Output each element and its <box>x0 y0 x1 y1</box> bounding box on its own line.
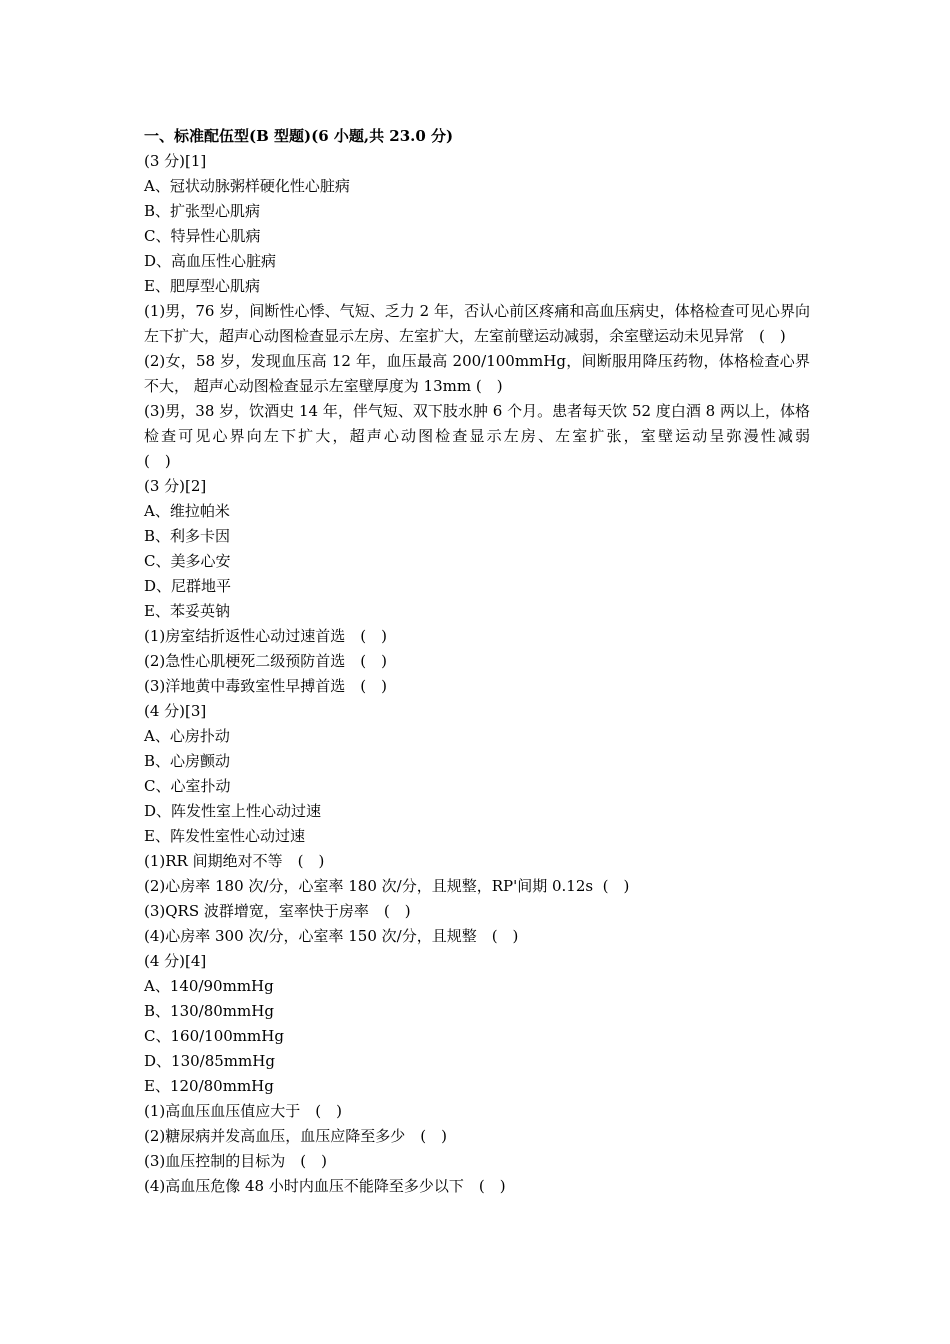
question-4: (4)高血压危像 48 小时内血压不能降至多少以下 ( ) <box>144 1177 506 1195</box>
option-c: C、心室扑动 <box>144 777 231 795</box>
question-1: (1)男，76 岁，间断性心悸、气短、乏力 2 年，否认心前区疼痛和高血压病史，体格检查可见心界向左下扩大，超声心动图检查显示左房、左室扩大，左室前壁运动减弱，余室壁运动未见异常 ( ) <box>144 302 810 345</box>
group-header: (3 分)[2] <box>144 477 207 495</box>
question-2: (2)糖尿病并发高血压，血压应降至多少 ( ) <box>144 1127 447 1145</box>
option-b: B、130/80mmHg <box>144 1002 274 1020</box>
question-3: (3)血压控制的目标为 ( ) <box>144 1152 327 1170</box>
question-group-3 <box>144 699 810 949</box>
option-d: D、阵发性室上性心动过速 <box>144 802 322 820</box>
question-group-2 <box>144 474 810 699</box>
option-c: C、美多心安 <box>144 552 231 570</box>
option-a: A、维拉帕米 <box>144 502 230 520</box>
option-b: B、扩张型心肌病 <box>144 202 261 220</box>
option-d: D、130/85mmHg <box>144 1052 275 1070</box>
group-header: (4 分)[3] <box>144 702 207 720</box>
question-1: (1)高血压血压值应大于 ( ) <box>144 1102 342 1120</box>
option-a: A、冠状动脉粥样硬化性心脏病 <box>144 177 350 195</box>
option-a: A、心房扑动 <box>144 727 230 745</box>
document-page <box>144 124 871 1199</box>
question-group-1 <box>144 149 871 474</box>
group-header: (4 分)[4] <box>144 952 207 970</box>
option-b: B、心房颤动 <box>144 752 231 770</box>
option-e: E、阵发性室性心动过速 <box>144 827 305 845</box>
question-2: (2)女，58 岁，发现血压高 12 年，血压最高 200/100mmHg，间断服用降压药物，体格检查心界不大， 超声心动图检查显示左室壁厚度为 13mm ( ) <box>144 352 810 395</box>
question-1: (1)RR 间期绝对不等 ( ) <box>144 852 325 870</box>
question-3: (3)男，38 岁，饮酒史 14 年，伴气短、双下肢水肿 6 个月。患者每天饮 52 度白酒 8 两以上，体格检查可见心界向左下扩大，超声心动图检查显示左房、左室扩张，室壁运动呈弥漫性减弱 ( ) <box>144 402 871 470</box>
group-header: (3 分)[1] <box>144 152 207 170</box>
question-2: (2)心房率 180 次/分，心室率 180 次/分，且规整，RP'间期 0.12s ( ) <box>144 877 630 895</box>
option-e: E、苯妥英钠 <box>144 602 230 620</box>
question-1: (1)房室结折返性心动过速首选 ( ) <box>144 627 387 645</box>
option-e: E、肥厚型心肌病 <box>144 277 260 295</box>
option-a: A、140/90mmHg <box>144 977 274 995</box>
question-4: (4)心房率 300 次/分，心室率 150 次/分，且规整 ( ) <box>144 927 519 945</box>
question-group-4 <box>144 949 810 1199</box>
option-b: B、利多卡因 <box>144 527 231 545</box>
option-d: D、高血压性心脏病 <box>144 252 277 270</box>
option-c: C、特异性心肌病 <box>144 227 261 245</box>
question-2: (2)急性心肌梗死二级预防首选 ( ) <box>144 652 387 670</box>
question-3: (3)QRS 波群增宽，室率快于房率 ( ) <box>144 902 411 920</box>
option-c: C、160/100mmHg <box>144 1027 284 1045</box>
option-d: D、尼群地平 <box>144 577 232 595</box>
section-title: 一、标准配伍型(B 型题)(6 小题,共 23.0 分) <box>144 127 454 145</box>
option-e: E、120/80mmHg <box>144 1077 274 1095</box>
question-3: (3)洋地黄中毒致室性早搏首选 ( ) <box>144 677 387 695</box>
